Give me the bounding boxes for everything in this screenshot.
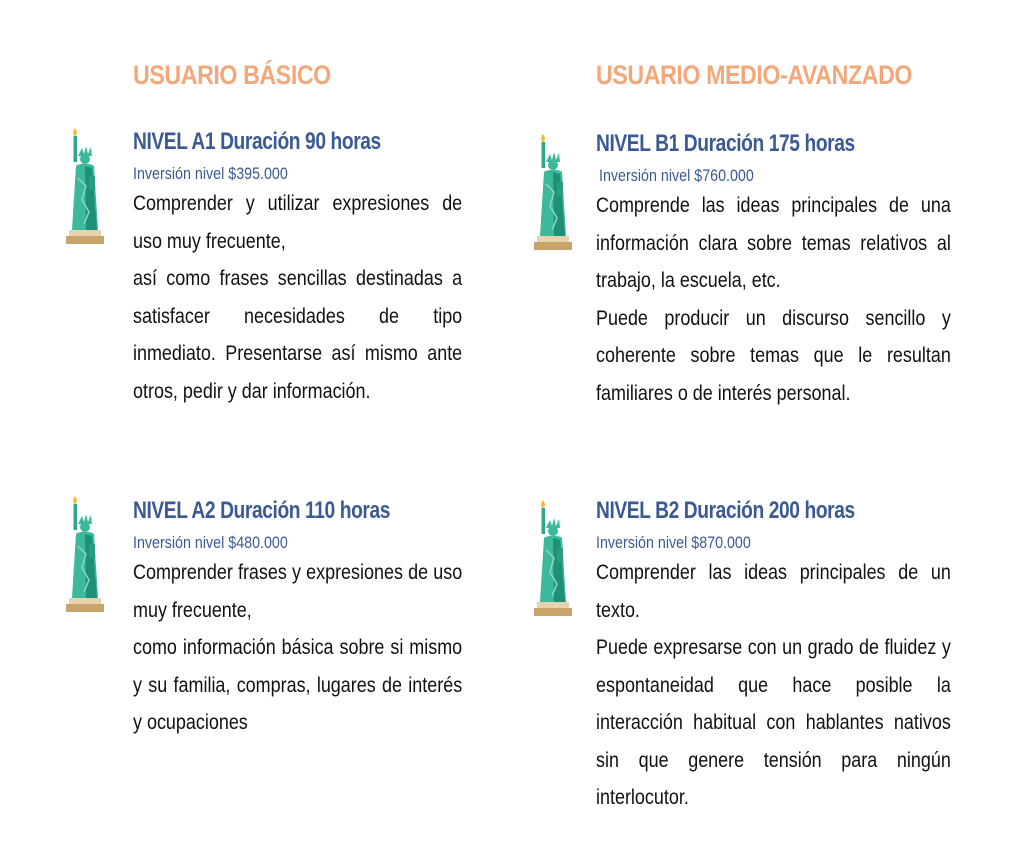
level-b2-description-paragraph: Comprender las ideas principales de un texto. (596, 561, 951, 622)
level-b1-description-paragraph: Puede producir un discurso sencillo y coherente sobre temas que le resultan familiares o de interés personal. (596, 306, 951, 405)
statue-of-liberty-icon (64, 494, 108, 624)
level-a1-title: NIVEL A1 Duración 90 horas (133, 128, 381, 155)
level-a2-description-paragraph: como información básica sobre si mismo y su familia, compras, lugares de interés y ocupaciones (133, 636, 463, 734)
level-b2-title: NIVEL B2 Duración 200 horas (596, 497, 855, 524)
column-title-intermediate-advanced-user: USUARIO MEDIO-AVANZADO (596, 60, 913, 90)
level-b1-description-paragraph: Comprende las ideas principales de una información clara sobre temas relativos al trabajo, la escuela, etc. (596, 194, 951, 292)
level-b2-description-paragraph: Puede expresarse con un grado de fluidez y espontaneidad que hace posible la interacción habitual con hablantes nativos sin que genere tensión para ningún interlocutor. (596, 636, 951, 809)
statue-of-liberty-icon (532, 132, 576, 262)
statue-of-liberty-icon (532, 498, 576, 628)
statue-of-liberty-icon (64, 126, 108, 256)
level-a1-description (133, 185, 462, 410)
level-b1-description (596, 187, 951, 412)
level-a1-description-paragraph: así como frases sencillas destinadas a satisfacer necesidades de tipo inmediato. Presentarse así mismo ante otros, pedir y dar información. (133, 267, 463, 403)
level-a2-price: Inversión nivel $480.000 (133, 533, 288, 552)
level-b1-price: Inversión nivel $760.000 (599, 166, 754, 185)
level-b2-description (596, 554, 951, 817)
level-a2-title: NIVEL A2 Duración 110 horas (133, 497, 391, 524)
column-title-basic-user: USUARIO BÁSICO (133, 60, 331, 90)
level-a2-description (133, 554, 462, 742)
level-b2-price: Inversión nivel $870.000 (596, 533, 751, 552)
level-a1-description-paragraph: Comprender y utilizar expresiones de uso muy frecuente, (133, 192, 463, 253)
level-a1-price: Inversión nivel $395.000 (133, 164, 288, 183)
level-b1-title: NIVEL B1 Duración 175 horas (596, 130, 855, 157)
level-a2-description-paragraph: Comprender frases y expresiones de uso muy frecuente, (133, 561, 463, 622)
